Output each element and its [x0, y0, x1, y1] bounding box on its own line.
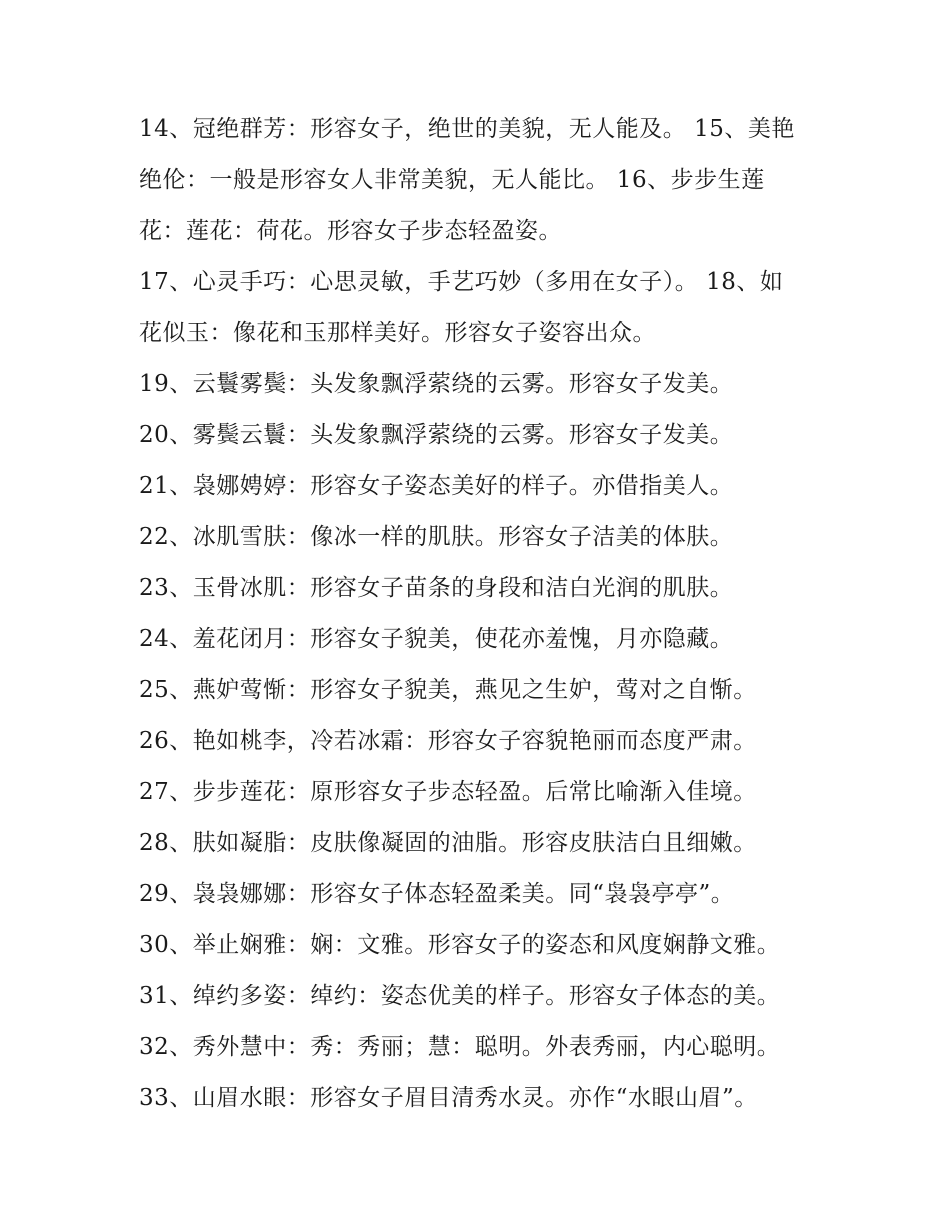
text-line: 33、山眉水眼：形容女子眉目清秀水灵。亦作“水眼山眉”。 — [139, 1085, 758, 1111]
text-line: 30、举止娴雅：娴：文雅。形容女子的姿态和风度娴静文雅。 — [139, 932, 781, 958]
text-line: 24、羞花闭月：形容女子貌美，使花亦羞愧，月亦隐藏。 — [139, 626, 734, 652]
text-line: 花：莲花：荷花。形容女子步态轻盈姿。 — [139, 218, 562, 244]
document-body — [139, 104, 819, 1124]
text-line: 22、冰肌雪肤：像冰一样的肌肤。形容女子洁美的体肤。 — [139, 524, 734, 550]
text-line: 花似玉：像花和玉那样美好。形容女子姿容出众。 — [139, 320, 656, 346]
text-line: 28、肤如凝脂：皮肤像凝固的油脂。形容皮肤洁白且细嫩。 — [139, 830, 757, 856]
text-line: 20、雾鬓云鬟：头发象飘浮萦绕的云雾。形容女子发美。 — [139, 422, 734, 448]
text-line: 19、云鬟雾鬓：头发象飘浮萦绕的云雾。形容女子发美。 — [139, 371, 734, 397]
text-line: 29、袅袅娜娜：形容女子体态轻盈柔美。同“袅袅亭亭”。 — [139, 881, 735, 907]
text-line: 23、玉骨冰肌：形容女子苗条的身段和洁白光润的肌肤。 — [139, 575, 734, 601]
text-line: 31、绰约多姿：绰约：姿态优美的样子。形容女子体态的美。 — [139, 983, 781, 1009]
text-line: 14、冠绝群芳：形容女子，绝世的美貌，无人能及。 15、美艳 — [139, 116, 795, 142]
text-line: 17、心灵手巧：心思灵敏，手艺巧妙（多用在女子）。 18、如 — [139, 269, 784, 295]
text-line: 32、秀外慧中：秀：秀丽；慧：聪明。外表秀丽，内心聪明。 — [139, 1034, 781, 1060]
text-line: 26、艳如桃李，冷若冰霜：形容女子容貌艳丽而态度严肃。 — [139, 728, 757, 754]
text-line: 27、步步莲花：原形容女子步态轻盈。后常比喻渐入佳境。 — [139, 779, 757, 805]
text-line: 21、袅娜娉婷：形容女子姿态美好的样子。亦借指美人。 — [139, 473, 734, 499]
text-line: 25、燕妒莺惭：形容女子貌美，燕见之生妒，莺对之自惭。 — [139, 677, 757, 703]
text-line: 绝伦：一般是形容女人非常美貌，无人能比。 16、步步生莲 — [139, 167, 765, 193]
